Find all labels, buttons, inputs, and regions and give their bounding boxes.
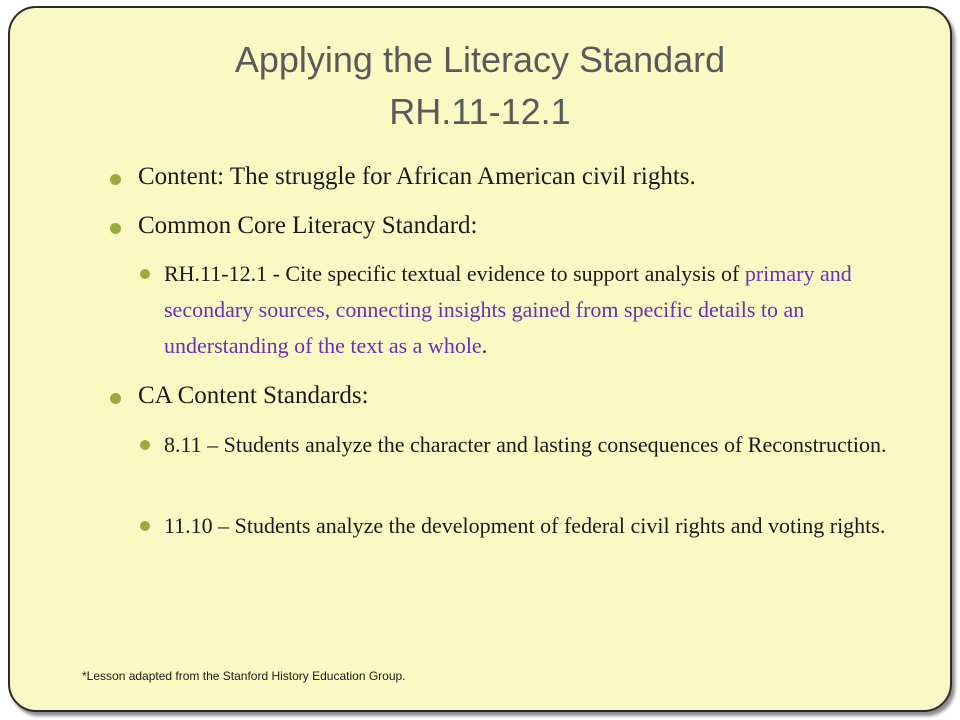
- bullet-ca-standards: [138, 382, 369, 410]
- title-line-2: RH.11-12.1: [389, 91, 571, 132]
- bullet-dot-icon: [140, 521, 150, 531]
- rh-standard-highlight: primary and secondary sources, connecting insights gained from specific details to an understanding of the text as a whole: [164, 261, 852, 358]
- bullet-common-core-text: Common Core Literacy Standard:: [138, 212, 478, 239]
- rh-standard-text: RH.11-12.1 - Cite specific textual evidence to support analysis of: [164, 261, 745, 286]
- standard-8-11-text: 8.11 – Students analyze the character and lasting consequences of Reconstruction.: [164, 432, 887, 457]
- bullet-common-core: [138, 212, 478, 240]
- title-line-1: Applying the Literacy Standard: [234, 39, 726, 80]
- slide-title: [120, 34, 840, 138]
- bullet-content: [138, 163, 696, 191]
- bullet-dot-icon: [110, 393, 121, 404]
- bullet-dot-icon: [140, 440, 150, 450]
- standard-11-10-text: 11.10 – Students analyze the development of federal civil rights and voting rights.: [164, 513, 886, 538]
- bullet-ca-standards-text: CA Content Standards:: [138, 382, 369, 409]
- bullet-standard-11-10: [164, 508, 904, 544]
- bullet-rh-standard: [164, 256, 904, 364]
- bullet-dot-icon: [140, 269, 150, 279]
- bullet-standard-8-11: [164, 427, 904, 463]
- rh-standard-period: .: [481, 333, 488, 358]
- bullet-dot-icon: [110, 223, 121, 234]
- bullet-dot-icon: [110, 174, 121, 185]
- footnote: *Lesson adapted from the Stanford History Education Group.: [82, 669, 406, 683]
- bullet-content-text: Content: The struggle for African American civil rights.: [138, 163, 696, 190]
